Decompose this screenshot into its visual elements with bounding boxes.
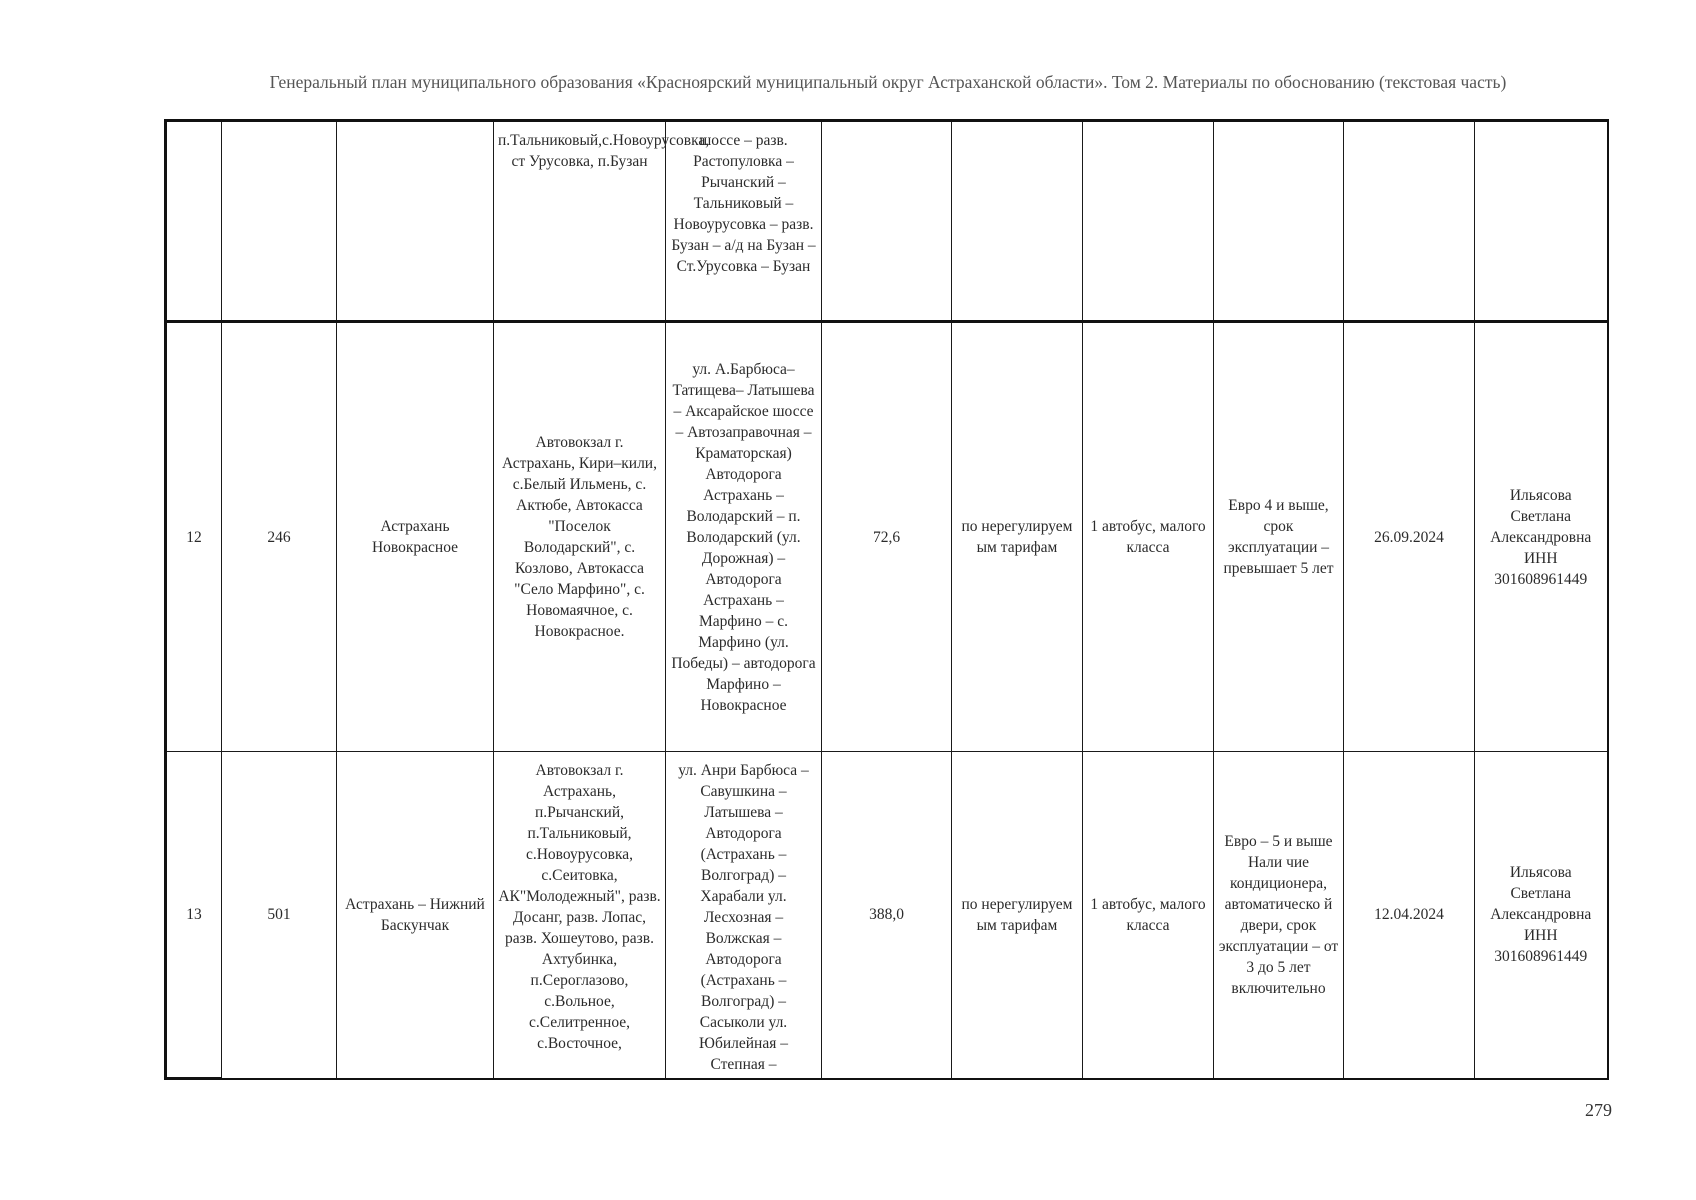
cell-vehicles <box>1083 121 1214 322</box>
cell-carrier: Ильясова Светлана Александровна ИНН 301608961449 <box>1475 752 1608 1079</box>
cell-stops: п.Тальниковый,с.Новоурусовка, ст Урусовка, п.Бузан <box>494 121 666 322</box>
table-row <box>166 121 1608 322</box>
cell-length <box>822 121 952 322</box>
cell-vehicles: 1 автобус, малого класса <box>1083 322 1214 752</box>
routes-table <box>164 119 1609 1080</box>
cell-route-no <box>222 121 337 322</box>
cell-streets: ул. А.Барбюса– Татищева– Латышева – Аксарайское шоссе – Автозаправочная – Краматорская) Автодорога Астрахань – Володарский – п. Володарский (ул. Дорожная) – Автодорога Астрахань – Марфино – с. Марфино (ул. Победы) – автодорога Марфино – Новокрасное <box>666 322 822 752</box>
cell-tariff: по нерегулируем ым тарифам <box>952 752 1083 1079</box>
table-row <box>166 322 1608 752</box>
cell-tariff <box>952 121 1083 322</box>
table-row <box>166 752 1608 1079</box>
cell-route-name: Астрахань – Нижний Баскунчак <box>337 752 494 1079</box>
cell-vehicles: 1 автобус, малого класса <box>1083 752 1214 1079</box>
cell-route-no: 501 <box>222 752 337 1079</box>
cell-route-name <box>337 121 494 322</box>
cell-length: 72,6 <box>822 322 952 752</box>
cell-date: 26.09.2024 <box>1344 322 1475 752</box>
cell-route-no: 246 <box>222 322 337 752</box>
cell-class <box>1214 121 1344 322</box>
cell-class: Евро 4 и выше, срок эксплуатации – превышает 5 лет <box>1214 322 1344 752</box>
cell-num: 13 <box>166 752 222 1079</box>
cell-route-name: Астрахань Новокрасное <box>337 322 494 752</box>
cell-length: 388,0 <box>822 752 952 1079</box>
cell-class: Евро – 5 и выше Нали чие кондиционера, автоматическо й двери, срок эксплуатации – от 3 до 5 лет включительно <box>1214 752 1344 1079</box>
cell-num <box>166 121 222 322</box>
cell-stops: Автовокзал г. Астрахань, Кири–кили, с.Белый Ильмень, с. Актюбе, Автокасса "Поселок Володарский", с. Козлово, Автокасса "Село Марфино", с. Новомаячное, с. Новокрасное. <box>494 322 666 752</box>
cell-date <box>1344 121 1475 322</box>
cell-date: 12.04.2024 <box>1344 752 1475 1079</box>
cell-carrier: Ильясова Светлана Александровна ИНН 301608961449 <box>1475 322 1608 752</box>
cell-streets: шоссе – разв. Растопуловка – Рычанский – Тальниковый – Новоурусовка – разв. Бузан – а/д на Бузан – Ст.Урусовка – Бузан <box>666 121 822 322</box>
document-header: Генеральный план муниципального образования «Красноярский муниципальный округ Астраханской области». Том 2. Материалы по обоснованию (текстовая часть) <box>269 72 1507 92</box>
cell-stops: Автовокзал г. Астрахань, п.Рычанский, п.Тальниковый, с.Новоурусовка, с.Сеитовка, АК"Молодежный", разв. Досанг, разв. Лопас, разв. Хошеутово, разв. Ахтубинка, п.Сероглазово, с.Вольное, с.Селитренное, с.Восточное, <box>494 752 666 1079</box>
cell-tariff: по нерегулируем ым тарифам <box>952 322 1083 752</box>
page-number: 279 <box>1585 1100 1612 1120</box>
cell-carrier <box>1475 121 1608 322</box>
cell-num: 12 <box>166 322 222 752</box>
cell-streets: ул. Анри Барбюса – Савушкина – Латышева – Автодорога (Астрахань – Волгоград) – Харабали ул. Лесхозная – Волжская – Автодорога (Астрахань – Волгоград) – Сасыколи ул. Юбилейная – Степная – <box>666 752 822 1079</box>
